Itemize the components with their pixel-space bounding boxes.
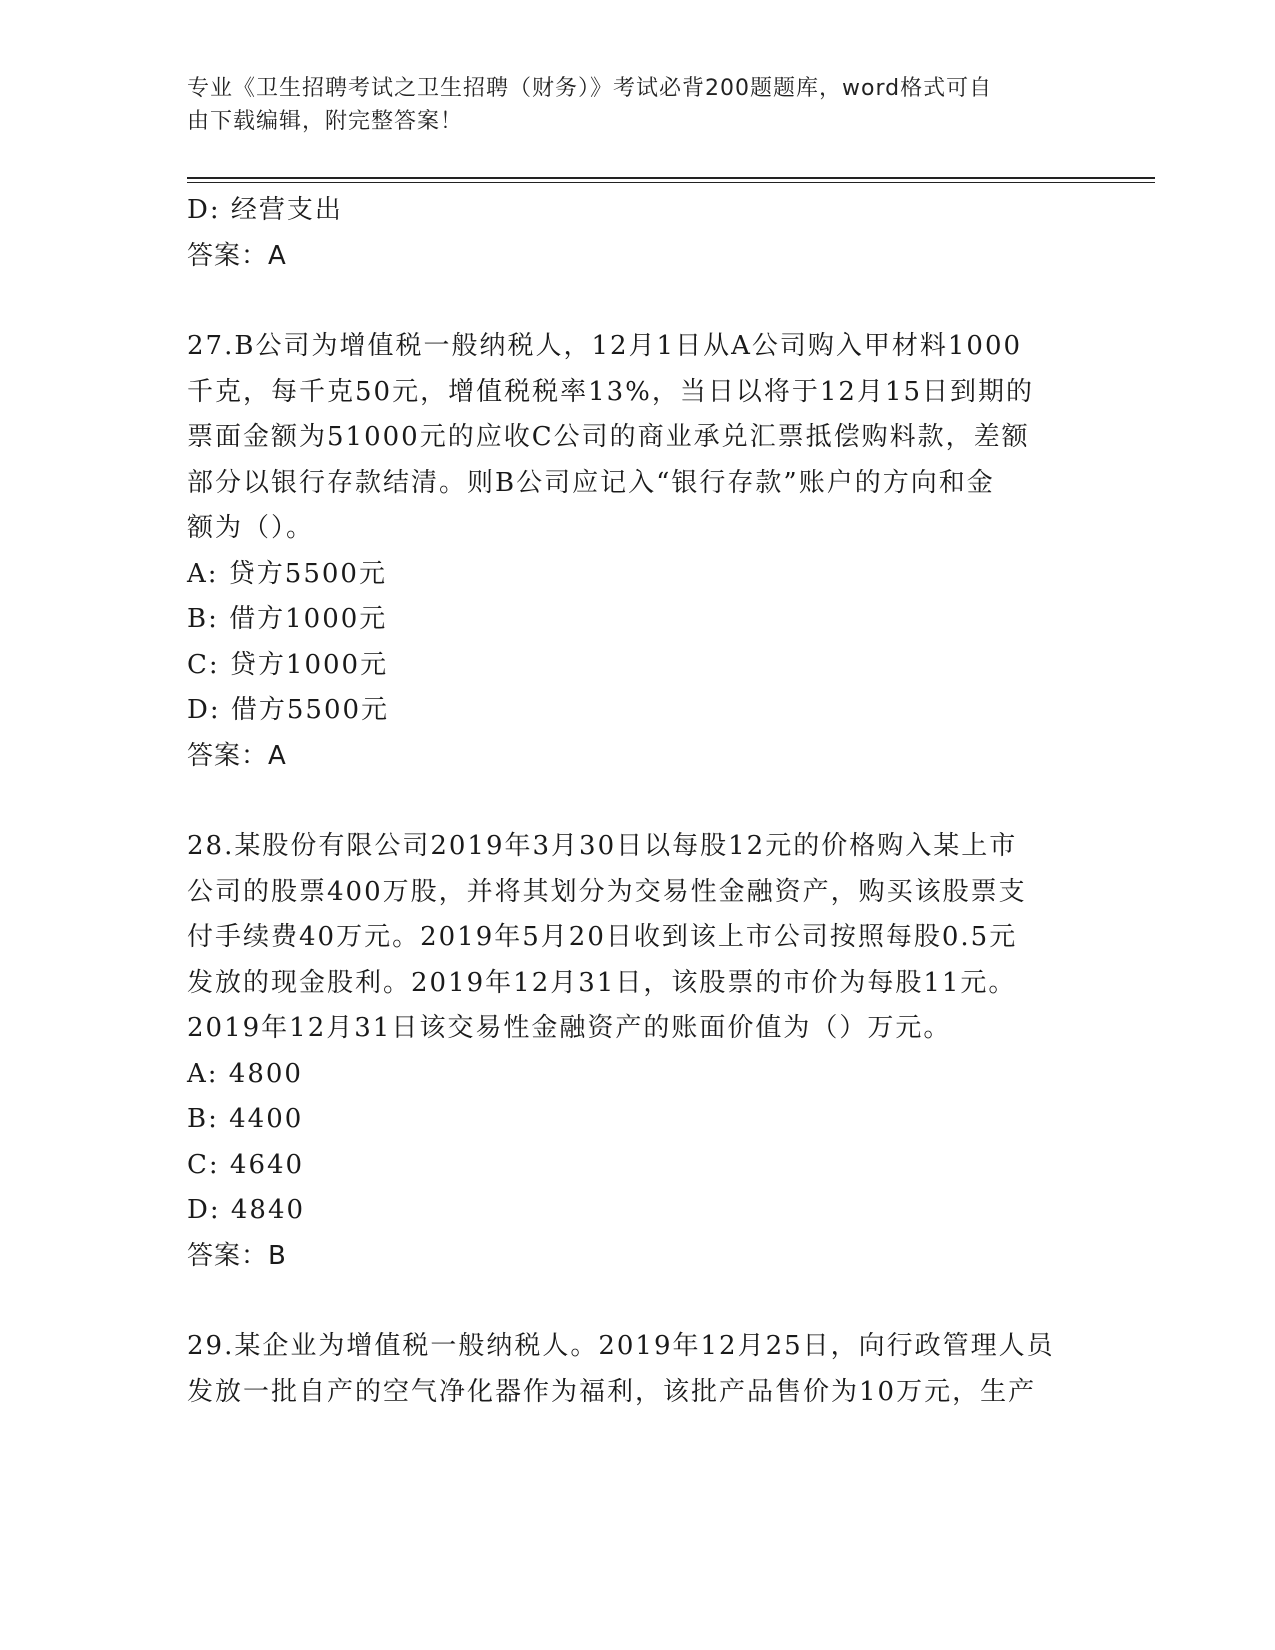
question-stem-line: 发放的现金股利。2019年12月31日，该股票的市价为每股11元。 bbox=[187, 967, 1017, 998]
option-a: A: 4800 bbox=[187, 1058, 303, 1089]
option-c: C: 4640 bbox=[187, 1149, 305, 1180]
question-stem-line: 部分以银行存款结清。则B公司应记入“银行存款”账户的方向和金 bbox=[187, 467, 995, 498]
question-29 bbox=[187, 1324, 1087, 1415]
question-stem-line: 27.B公司为增值税一般纳税人，12月1日从A公司购入甲材料1000 bbox=[187, 331, 1023, 361]
question-stem-line: 票面金额为51000元的应收C公司的商业承兑汇票抵偿购料款，差额 bbox=[187, 422, 1030, 452]
answer-label: 答案：A bbox=[187, 740, 287, 771]
option-d: D: 借方5500元 bbox=[187, 695, 390, 725]
answer-label: 答案：A bbox=[187, 240, 287, 271]
option-c: C: 贷方1000元 bbox=[187, 649, 389, 680]
option-d: D: 经营支出 bbox=[187, 195, 343, 225]
header-divider-thin bbox=[187, 182, 1155, 183]
question-stem-line: 28.某股份有限公司2019年3月30日以每股12元的价格购入某上市 bbox=[187, 831, 1018, 861]
answer-label: 答案：B bbox=[187, 1240, 287, 1271]
header-divider-thick bbox=[187, 177, 1155, 179]
question-stem-line: 公司的股票400万股，并将其划分为交易性金融资产，购买该股票支 bbox=[187, 876, 1027, 907]
question-stem-line: 2019年12月31日该交易性金融资产的账面价值为（）万元。 bbox=[187, 1013, 952, 1043]
option-d: D: 4840 bbox=[187, 1195, 306, 1225]
question-stem-line: 额为（）。 bbox=[187, 513, 315, 543]
option-b: B: 4400 bbox=[187, 1104, 304, 1134]
question-27 bbox=[187, 324, 1087, 779]
question-stem-line: 29.某企业为增值税一般纳税人。2019年12月25日，向行政管理人员 bbox=[187, 1331, 1055, 1361]
option-a: A: 贷方5500元 bbox=[187, 558, 387, 589]
spacer bbox=[187, 279, 1087, 324]
option-b: B: 借方1000元 bbox=[187, 604, 388, 634]
question-stem-line: 千克，每千克50元，增值税税率13%，当日以将于12月15日到期的 bbox=[187, 376, 1035, 407]
question-stem-line: 付手续费40万元。2019年5月20日收到该上市公司按照每股0.5元 bbox=[187, 922, 1018, 952]
spacer bbox=[187, 779, 1087, 824]
header-line-1: 专业《卫生招聘考试之卫生招聘（财务）》考试必背200题题库，word格式可自 bbox=[187, 76, 993, 101]
question-content bbox=[187, 188, 1087, 1415]
header-line-2: 由下载编辑，附完整答案！ bbox=[187, 109, 464, 134]
question-28 bbox=[187, 824, 1087, 1279]
question-26-tail bbox=[187, 188, 1087, 279]
page-header bbox=[187, 72, 1067, 138]
question-stem-line: 发放一批自产的空气净化器作为福利，该批产品售价为10万元，生产 bbox=[187, 1376, 1037, 1407]
spacer bbox=[187, 1279, 1087, 1324]
